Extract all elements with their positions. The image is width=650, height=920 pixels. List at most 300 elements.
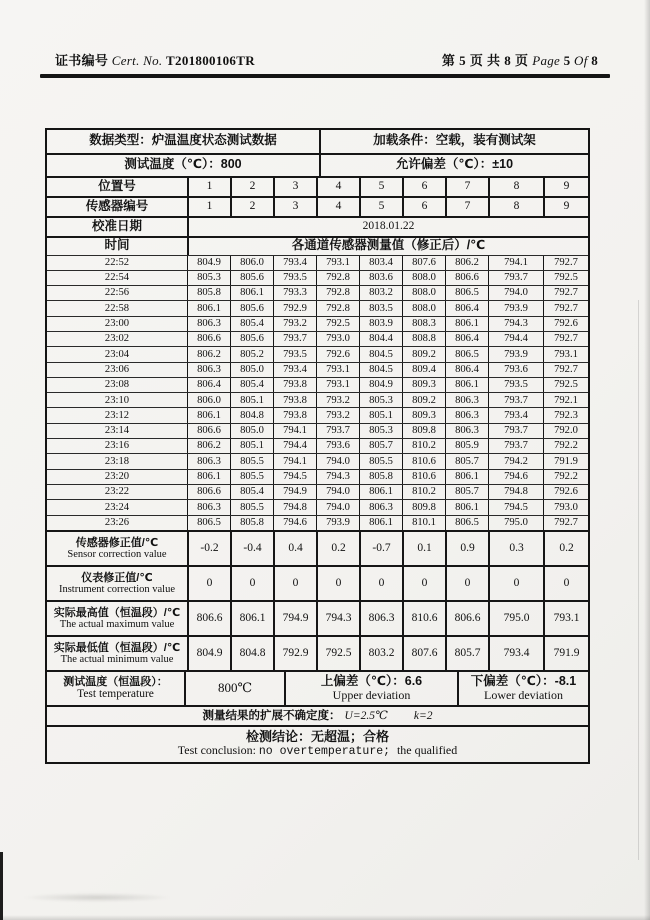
reading-value-cell: 806.6 [445,271,488,285]
summary-row [47,565,588,600]
reading-value-cell: 794.0 [316,454,359,468]
reading-value-cell: 805.6 [230,301,273,315]
reading-value-cell: 793.4 [273,256,316,270]
conclusion-cn: 检测结论：无超温；合格 [245,728,389,744]
reading-row [47,515,588,530]
summary-label-en: The actual maximum value [59,618,175,630]
summary-label-cn: 传感器修正值/℃ [75,536,159,549]
reading-value-cell: 808.0 [402,301,445,315]
reading-value-cell: 794.5 [273,470,316,484]
reading-value-cell: 793.0 [316,332,359,346]
reading-row [47,331,588,346]
reading-value-cell: 803.2 [359,286,402,300]
summary-label-cn: 仪表修正值/℃ [81,571,153,584]
reading-time-cell: 22:52 [104,256,130,268]
reading-value-cell: 794.4 [273,439,316,453]
data-table [45,128,590,764]
reading-row [47,484,588,499]
page-info-segment: 页 共 [465,53,505,68]
table-row-positions [47,176,588,196]
reading-value-cell: 806.5 [445,286,488,300]
reading-value-cell: 804.8 [230,408,273,422]
reading-value-cell: 806.0 [187,393,230,407]
position-cell: 5 [359,178,402,196]
reading-value-cell: 805.3 [359,424,402,438]
reading-value-cell: 792.0 [543,424,588,438]
reading-time-cell: 23:18 [104,455,130,467]
reading-row [47,285,588,300]
table-row-sensors [47,196,588,216]
summary-value-cell: 792.5 [316,637,359,670]
test-temperature-footer-en: Test temperature [77,688,154,701]
reading-row [47,346,588,361]
reading-value-cell: 806.5 [445,347,488,361]
summary-value-cell: 0 [230,567,273,600]
reading-time-cell: 23:00 [104,318,130,330]
sensor-number-cell: 8 [488,198,543,216]
position-cell: 2 [230,178,273,196]
summary-value-cell: 810.6 [402,602,445,635]
test-temperature-label: 测试温度（℃）：800 [124,157,242,172]
reading-row [47,423,588,438]
reading-row [47,438,588,453]
reading-value-cell: 793.7 [316,424,359,438]
readings-section [47,255,588,530]
reading-value-cell: 809.3 [402,378,445,392]
reading-value-cell: 806.5 [445,516,488,530]
summary-label-cell [47,567,187,600]
conclusion-en-prefix: Test conclusion: [177,743,259,758]
reading-value-cell: 808.0 [402,286,445,300]
scan-smudge [22,893,172,902]
reading-value-cell: 792.8 [316,286,359,300]
time-label: 时间 [104,238,130,253]
reading-value-cell: 794.0 [316,500,359,514]
table-row-uncertainty [47,705,588,725]
upper-deviation-cell [284,672,457,705]
reading-row [47,377,588,392]
reading-value-cell: 809.4 [402,363,445,377]
reading-value-cell: 793.7 [273,332,316,346]
sensor-number-cell: 6 [402,198,445,216]
reading-value-cell: 793.7 [488,271,543,285]
summary-value-cell: -0.7 [359,532,402,565]
reading-row [47,407,588,422]
reading-value-cell: 792.6 [316,347,359,361]
reading-time-cell: 23:16 [104,440,130,452]
upper-deviation-cn: 上偏差（℃）：6.6 [320,673,423,688]
sensor-number-cell: 1 [187,198,230,216]
reading-time-cell: 23:06 [104,363,130,375]
reading-value-cell: 805.1 [359,408,402,422]
reading-time-cell: 23:14 [104,425,130,437]
reading-value-cell: 803.4 [359,256,402,270]
reading-value-cell: 792.7 [543,332,588,346]
reading-value-cell: 809.3 [402,408,445,422]
uncertainty-label: 测量结果的扩展不确定度： [202,709,341,722]
summary-value-cell: 0.3 [488,532,543,565]
page-info-segment: 5 [459,53,466,68]
reading-value-cell: 806.2 [187,347,230,361]
reading-value-cell: 793.8 [273,408,316,422]
summary-value-cell: 806.3 [359,602,402,635]
reading-value-cell: 806.1 [187,470,230,484]
reading-value-cell: 792.5 [316,317,359,331]
table-row-testtemp [47,153,588,176]
certificate-number [55,50,255,69]
reading-value-cell: 794.8 [273,500,316,514]
position-label: 位置号 [98,178,136,193]
summary-row [47,530,588,565]
reading-value-cell: 804.9 [359,378,402,392]
reading-value-cell: 805.8 [230,516,273,530]
position-cell: 3 [273,178,316,196]
reading-value-cell: 805.1 [230,439,273,453]
reading-value-cell: 793.3 [273,286,316,300]
scan-edge-bottom [0,915,650,920]
position-cell: 8 [488,178,543,196]
summary-value-cell: 0 [273,567,316,600]
reading-value-cell: 793.2 [273,317,316,331]
conclusion-en [178,744,458,759]
scan-artifact-line [638,300,639,860]
reading-value-cell: 792.7 [543,301,588,315]
reading-time-cell: 23:24 [104,501,130,513]
reading-value-cell: 792.7 [543,256,588,270]
reading-value-cell: 805.8 [359,470,402,484]
reading-value-cell: 805.5 [359,454,402,468]
page-info [442,50,598,69]
summary-label-en: Instrument correction value [58,583,176,595]
reading-value-cell: 793.1 [316,256,359,270]
reading-value-cell: 806.3 [187,454,230,468]
calibration-date-value: 2018.01.22 [187,218,588,236]
reading-value-cell: 792.2 [543,439,588,453]
reading-value-cell: 792.3 [543,408,588,422]
reading-value-cell: 792.6 [543,485,588,499]
reading-value-cell: 793.8 [273,393,316,407]
reading-value-cell: 806.4 [445,301,488,315]
reading-value-cell: 794.1 [273,454,316,468]
reading-value-cell: 792.2 [543,470,588,484]
reading-value-cell: 806.2 [445,256,488,270]
position-cell: 1 [187,178,230,196]
reading-value-cell: 793.1 [316,363,359,377]
summary-label-en: The actual minimum value [60,653,174,665]
reading-value-cell: 793.0 [543,500,588,514]
summary-value-cell: 793.4 [488,637,543,670]
reading-value-cell: 806.1 [445,500,488,514]
page-info-segment: 8 [504,53,512,68]
reading-value-cell: 806.3 [445,408,488,422]
reading-value-cell: 805.1 [230,393,273,407]
reading-value-cell: 809.8 [402,424,445,438]
reading-value-cell: 805.6 [230,332,273,346]
summary-value-cell: 806.1 [230,602,273,635]
reading-time-cell: 23:20 [104,470,130,482]
reading-value-cell: 805.4 [230,378,273,392]
reading-value-cell: 794.6 [488,470,543,484]
reading-value-cell: 806.3 [445,393,488,407]
reading-value-cell: 806.3 [445,424,488,438]
reading-value-cell: 806.4 [445,332,488,346]
reading-value-cell: 805.6 [230,271,273,285]
summary-value-cell: 807.6 [402,637,445,670]
summary-value-cell: 794.9 [273,602,316,635]
position-cell: 7 [445,178,488,196]
reading-value-cell: 806.5 [187,516,230,530]
scan-corner-mark [0,852,3,920]
conclusion-en-mono: no overtemperature; [258,745,397,759]
reading-value-cell: 805.9 [445,439,488,453]
reading-time-cell: 22:56 [104,287,130,299]
reading-value-cell: 809.2 [402,393,445,407]
reading-value-cell: 794.4 [488,332,543,346]
reading-value-cell: 793.9 [316,516,359,530]
reading-value-cell: 804.5 [359,347,402,361]
reading-value-cell: 794.0 [316,485,359,499]
reading-value-cell: 805.4 [230,485,273,499]
summary-value-cell: -0.4 [230,532,273,565]
uncertainty-k-value: k=2 [413,709,433,722]
reading-value-cell: 792.7 [543,286,588,300]
summary-value-cell: -0.2 [187,532,230,565]
summary-label-cell [47,532,187,565]
reading-time-cell: 23:22 [104,486,130,498]
reading-value-cell: 810.6 [402,470,445,484]
reading-value-cell: 792.8 [316,301,359,315]
summary-value-cell: 0 [488,567,543,600]
reading-value-cell: 794.3 [488,317,543,331]
reading-time-cell: 23:02 [104,333,130,345]
reading-value-cell: 806.1 [230,286,273,300]
reading-value-cell: 792.5 [543,271,588,285]
summary-value-cell: 0 [543,567,588,600]
sensor-number-cell: 4 [316,198,359,216]
summary-value-cell: 793.1 [543,602,588,635]
reading-value-cell: 793.2 [316,408,359,422]
reading-value-cell: 794.3 [316,470,359,484]
summary-value-cell: 804.8 [230,637,273,670]
reading-row [47,392,588,407]
reading-value-cell: 804.9 [187,256,230,270]
sensor-number-cell: 3 [273,198,316,216]
reading-value-cell: 806.6 [187,424,230,438]
reading-value-cell: 807.6 [402,256,445,270]
reading-value-cell: 794.1 [273,424,316,438]
summary-value-cell: 794.3 [316,602,359,635]
summary-row [47,600,588,635]
page-info-segment: 第 [441,53,460,68]
calibration-date-label: 校准日期 [91,218,142,233]
reading-value-cell: 806.4 [187,378,230,392]
reading-value-cell: 805.3 [359,393,402,407]
reading-value-cell: 793.5 [273,347,316,361]
reading-value-cell: 803.9 [359,317,402,331]
summary-value-cell: 0.9 [445,532,488,565]
reading-value-cell: 809.2 [402,347,445,361]
reading-value-cell: 804.5 [359,363,402,377]
test-temperature-footer-value: 800℃ [184,672,284,705]
reading-value-cell: 794.1 [488,256,543,270]
reading-value-cell: 808.8 [402,332,445,346]
reading-value-cell: 809.8 [402,500,445,514]
sensor-number-cell: 7 [445,198,488,216]
reading-value-cell: 806.1 [359,516,402,530]
reading-row [47,469,588,484]
reading-value-cell: 805.0 [230,363,273,377]
reading-value-cell: 803.6 [359,271,402,285]
reading-value-cell: 806.2 [187,439,230,453]
test-temperature-footer-label [47,672,184,705]
reading-value-cell: 794.0 [488,286,543,300]
summary-value-cell: 791.9 [543,637,588,670]
reading-value-cell: 806.3 [359,500,402,514]
uncertainty-u-value: U=2.5℃ [344,709,388,722]
summary-label-cn: 实际最高值（恒温段）/℃ [53,606,181,619]
page-info-segment: Page [532,53,564,68]
reading-value-cell: 793.7 [488,393,543,407]
reading-value-cell: 806.1 [359,485,402,499]
certificate-number-segment: 证书编号 [55,53,109,68]
page-info-segment: Of [570,53,592,68]
reading-value-cell: 806.1 [187,301,230,315]
reading-value-cell: 793.9 [488,347,543,361]
summary-value-cell: 806.6 [187,602,230,635]
reading-value-cell: 805.5 [230,470,273,484]
reading-value-cell: 805.5 [230,500,273,514]
reading-row [47,300,588,315]
reading-value-cell: 808.3 [402,317,445,331]
reading-value-cell: 803.5 [359,301,402,315]
summary-value-cell: 0 [359,567,402,600]
summary-label-cell [47,637,187,670]
reading-value-cell: 805.0 [230,424,273,438]
reading-value-cell: 806.1 [445,470,488,484]
reading-value-cell: 810.2 [402,485,445,499]
summary-value-cell: 0.2 [316,532,359,565]
reading-value-cell: 806.3 [187,363,230,377]
table-row-datatype [47,130,588,153]
reading-value-cell: 793.5 [488,378,543,392]
summary-value-cell: 792.9 [273,637,316,670]
table-row-conclusion [47,725,588,762]
conclusion-cell [47,727,588,762]
reading-time-cell: 22:54 [104,272,130,284]
page-info-segment: 页 [511,53,533,68]
reading-value-cell: 793.4 [488,408,543,422]
reading-row [47,362,588,377]
reading-row [47,499,588,514]
lower-deviation-cn: 下偏差（℃）：-8.1 [470,673,577,688]
reading-value-cell: 792.7 [543,516,588,530]
reading-time-cell: 23:08 [104,379,130,391]
header-rule [40,74,610,78]
sensor-number-cell: 9 [543,198,588,216]
sensor-number-label: 传感器编号 [85,198,149,213]
summary-label-en: Sensor correction value [67,548,167,560]
reading-value-cell: 793.9 [488,301,543,315]
reading-value-cell: 793.5 [273,271,316,285]
channel-measurements-header: 各通道传感器测量值（修正后）/℃ [187,238,588,255]
reading-value-cell: 793.1 [543,347,588,361]
reading-value-cell: 806.3 [187,317,230,331]
reading-value-cell: 793.2 [316,393,359,407]
summary-value-cell: 803.2 [359,637,402,670]
reading-value-cell: 810.2 [402,439,445,453]
reading-value-cell: 805.7 [445,485,488,499]
reading-time-cell: 22:58 [104,302,130,314]
table-row-footer-temp [47,670,588,705]
reading-value-cell: 792.1 [543,393,588,407]
reading-value-cell: 805.2 [230,347,273,361]
sensor-number-cell: 2 [230,198,273,216]
reading-value-cell: 808.0 [402,271,445,285]
reading-value-cell: 805.4 [230,317,273,331]
reading-value-cell: 805.3 [187,271,230,285]
reading-value-cell: 794.8 [488,485,543,499]
summary-label-cn: 实际最低值（恒温段）/℃ [53,641,181,654]
position-cell: 4 [316,178,359,196]
reading-value-cell: 805.8 [187,286,230,300]
summary-value-cell: 806.6 [445,602,488,635]
summary-value-cell: 0 [402,567,445,600]
reading-value-cell: 806.4 [445,363,488,377]
reading-time-cell: 23:12 [104,409,130,421]
summary-value-cell: 0.1 [402,532,445,565]
conclusion-en-suffix: the qualified [396,743,458,758]
reading-value-cell: 806.6 [187,332,230,346]
reading-value-cell: 810.1 [402,516,445,530]
summary-value-cell: 0.4 [273,532,316,565]
summary-value-cell: 795.0 [488,602,543,635]
reading-value-cell: 792.8 [316,271,359,285]
reading-value-cell: 810.6 [402,454,445,468]
reading-value-cell: 793.7 [488,424,543,438]
reading-value-cell: 806.1 [445,317,488,331]
test-temperature-footer-cn: 测试温度（恒温段）： [63,675,168,688]
reading-row [47,255,588,270]
sensor-number-cell: 5 [359,198,402,216]
reading-value-cell: 792.7 [543,363,588,377]
scan-edge-right [644,0,650,920]
reading-value-cell: 793.6 [316,439,359,453]
data-type-label: 数据类型：炉温温度状态测试数据 [89,133,277,148]
lower-deviation-cell [457,672,588,705]
reading-value-cell: 791.9 [543,454,588,468]
summary-value-cell: 0 [187,567,230,600]
reading-value-cell: 805.7 [445,454,488,468]
lower-deviation-en: Lower deviation [484,687,563,702]
table-row-time-header [47,236,588,255]
reading-value-cell: 806.6 [187,485,230,499]
summary-value-cell: 0.2 [543,532,588,565]
allowed-deviation-label: 允许偏差（℃）：±10 [319,155,588,176]
reading-value-cell: 806.1 [187,408,230,422]
reading-value-cell: 806.0 [230,256,273,270]
position-cell: 9 [543,178,588,196]
summary-value-cell: 805.7 [445,637,488,670]
reading-value-cell: 794.5 [488,500,543,514]
reading-row [47,316,588,331]
reading-time-cell: 23:10 [104,394,130,406]
reading-value-cell: 794.2 [488,454,543,468]
summaries-section [47,530,588,670]
page-info-segment: 5 [563,53,571,68]
reading-value-cell: 794.9 [273,485,316,499]
summary-row [47,635,588,670]
reading-time-cell: 23:04 [104,348,130,360]
